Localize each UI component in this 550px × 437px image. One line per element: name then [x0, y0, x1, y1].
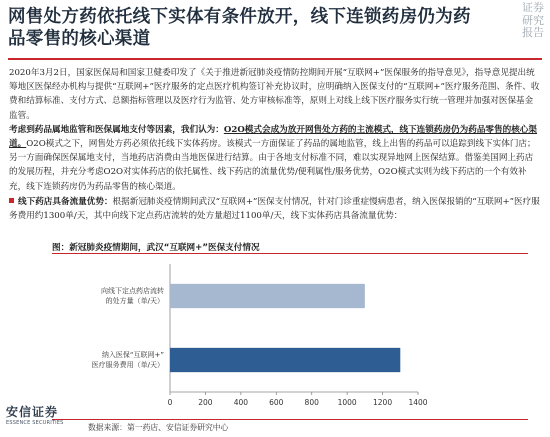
analysis-detail: O2O模式之下，网售处方药必须依托线下实体药房。该模式一方面保证了药品的属地监管，线上出售的药品可以追踪到线下实体门店；另一方面确保医保属地支付，当地药店消费由当地医保进行结算。由于各地支付标准不同，难以实现异地网上医保结算。借鉴美国网上药店的发展历程，并充分考虑O2O对实体药店的依托属性、线下药店的流量优势/便利属性/服务优势，O2O模式实则为线下药店的一个有效补充，线下连锁药房仍为药品零售的核心渠道。	[9, 139, 536, 192]
page-title	[8, 6, 490, 50]
paragraph-analysis	[9, 123, 541, 194]
x-tick-label: 1200	[373, 398, 393, 407]
x-tick-label: 400	[233, 398, 249, 407]
title-line-2: 品零售的核心渠道	[8, 29, 151, 49]
side-tag-3: 报告	[522, 26, 544, 39]
side-tag-2: 研究	[522, 13, 544, 27]
x-tick-label: 800	[304, 398, 319, 407]
category-label: 纳入医保“互联网+”	[101, 351, 164, 359]
report-type-tag	[522, 2, 544, 40]
bar	[170, 284, 365, 308]
logo-en: ESSENCE SECURITIES	[6, 420, 64, 426]
side-tag-1: 证券	[522, 1, 544, 14]
category-label: 向线下定点药店流转	[101, 287, 164, 295]
analysis-lead: 考虑到药品属地监管和医保属地支付等因素，我们认为：	[9, 124, 224, 135]
figure-source: 数据来源：第一药店、安信证券研究中心	[88, 423, 229, 432]
article-body	[9, 66, 541, 194]
x-tick-label: 1000	[337, 398, 357, 407]
bullet-label: 线下药店具备流量优势：	[18, 197, 113, 207]
traffic-advantage-bullet	[9, 195, 541, 223]
figure-top-rule	[52, 253, 528, 254]
bar-chart	[52, 256, 528, 418]
x-tick-label: 200	[198, 398, 213, 407]
category-label: 医疗服务费用（单/天）	[91, 361, 164, 369]
bar	[170, 348, 400, 372]
bullet-square-icon	[9, 198, 14, 203]
figure-title: 图：新冠肺炎疫情期间，武汉“互联网+”医保支付情况	[52, 243, 260, 253]
bullet-text: 根据新冠肺炎疫情期间武汉“互联网+”医保支付情况，针对门诊重症慢病患者，纳入医保报销的“互联网+”医疗服务费用约1300单/天，其中向线下定点药店流转的处方量超过1100单/天，线下实体药店具备流量优势：	[9, 197, 540, 222]
x-tick-label: 1400	[408, 398, 428, 407]
category-label: 的处方量（单/天）	[105, 297, 164, 305]
logo-cn: 安信证券	[6, 405, 59, 419]
title-line-1: 网售处方药依托线下实体有条件放开，线下连锁药房仍为药	[8, 7, 471, 27]
x-tick-label: 0	[167, 398, 173, 407]
paragraph-policy: 2020年3月2日，国家医保局和国家卫健委印发了《关于推进新冠肺炎疫情防控期间开展“互联网+”医保服务的指导意见》，指导意见提出统筹地区医保经办机构与提供“互联网+”医疗服务的定点医疗机构签订补充协议时，应明确纳入医保支付的“互联网+”医疗服务范围、条件、收费和结算标准、支付方式、总额指标管理以及医疗行为监管、处方审核标准等，原则上对线上线下医疗服务实行统一管理并加强对医保基金监管。	[9, 68, 540, 121]
title-divider	[8, 58, 542, 60]
analysis-conclusion: O2O模式会成为放开网售处方药的主流模式，线下连锁药房仍为药品零售的核心渠道。	[9, 124, 537, 150]
x-tick-label: 600	[269, 398, 284, 407]
brand-logo	[6, 403, 76, 426]
figure-bottom-rule	[52, 419, 528, 420]
